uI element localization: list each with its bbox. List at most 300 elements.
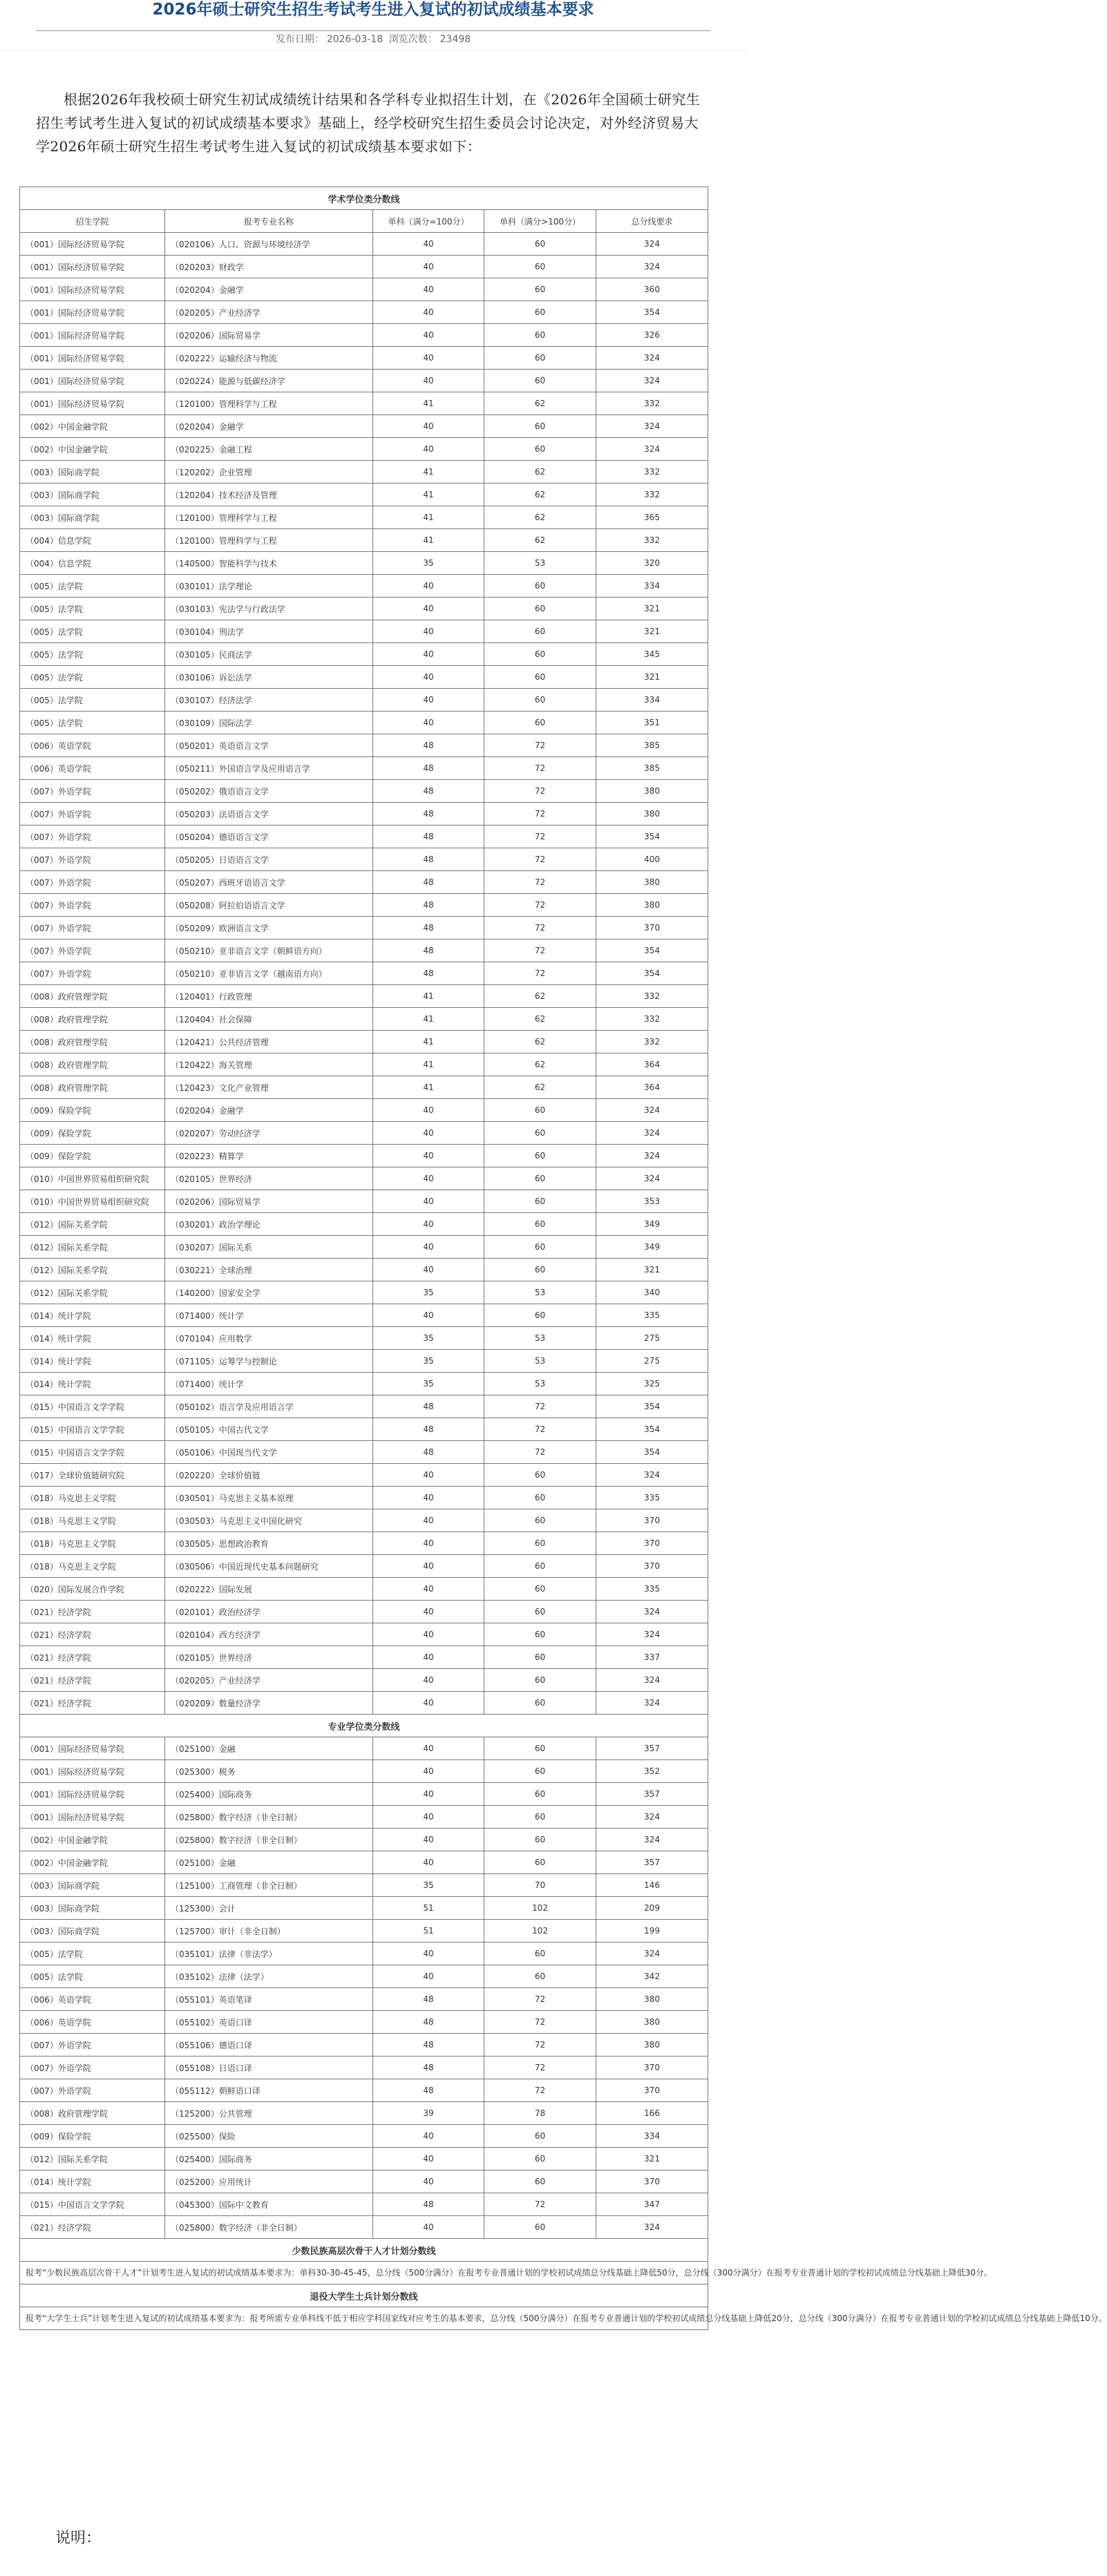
cell-single-100: 48 — [373, 1395, 484, 1418]
cell-major: （120100）管理科学与工程 — [165, 392, 373, 415]
table-row — [20, 438, 708, 461]
table-row — [20, 301, 708, 324]
cell-college: （007）外语学院 — [20, 780, 165, 803]
cell-single-100: 48 — [373, 1418, 484, 1441]
table-row — [20, 962, 708, 985]
table-row — [20, 552, 708, 575]
cell-college: （009）保险学院 — [20, 2125, 165, 2148]
cell-college: （007）外语学院 — [20, 939, 165, 962]
cell-single-over-100: 62 — [484, 1008, 596, 1031]
academic-section-title: 学术学位类分数线 — [20, 187, 708, 210]
cell-single-over-100: 62 — [484, 392, 596, 415]
cell-major: （030501）马克思主义基本原理 — [165, 1487, 373, 1509]
cell-single-over-100: 60 — [484, 1601, 596, 1623]
cell-college: （017）全球价值链研究院 — [20, 1464, 165, 1487]
cell-single-over-100: 60 — [484, 666, 596, 689]
cell-single-over-100: 53 — [484, 1373, 596, 1395]
cell-single-100: 40 — [373, 620, 484, 643]
cell-single-over-100: 72 — [484, 894, 596, 917]
cell-major: （050203）法语语言文学 — [165, 803, 373, 826]
page-title: 2026年硕士研究生招生考试考生进入复试的初试成绩基本要求 — [152, 1, 594, 19]
cell-single-100: 40 — [373, 347, 484, 370]
cell-single-100: 35 — [373, 1373, 484, 1395]
table-row — [20, 894, 708, 917]
cell-single-over-100: 62 — [484, 1076, 596, 1099]
cell-total: 354 — [596, 1418, 708, 1441]
cell-college: （001）国际经济贸易学院 — [20, 1737, 165, 1760]
cell-total: 324 — [596, 256, 708, 278]
cell-college: （007）外语学院 — [20, 2079, 165, 2102]
cell-single-100: 40 — [373, 666, 484, 689]
cell-total: 324 — [596, 1806, 708, 1829]
cell-total: 332 — [596, 461, 708, 484]
cell-single-over-100: 72 — [484, 1988, 596, 2011]
cell-major: （050205）日语语言文学 — [165, 848, 373, 871]
cell-college: （008）政府管理学院 — [20, 985, 165, 1008]
cell-single-over-100: 60 — [484, 301, 596, 324]
cell-college: （003）国际商学院 — [20, 1920, 165, 1943]
cell-total: 321 — [596, 598, 708, 620]
cell-major: （020207）劳动经济学 — [165, 1122, 373, 1145]
table-row — [20, 2170, 708, 2193]
cell-major: （020101）政治经济学 — [165, 1601, 373, 1623]
cell-college: （007）外语学院 — [20, 2034, 165, 2057]
cell-total: 380 — [596, 1988, 708, 2011]
table-row — [20, 1943, 708, 1965]
cell-college: （001）国际经济贸易学院 — [20, 392, 165, 415]
cell-single-over-100: 53 — [484, 552, 596, 575]
cell-single-over-100: 60 — [484, 1783, 596, 1806]
cell-single-over-100: 60 — [484, 1099, 596, 1122]
publish-meta — [0, 32, 746, 47]
cell-major: （050210）亚非语言文学（越南语方向） — [165, 962, 373, 985]
cell-total: 324 — [596, 1464, 708, 1487]
cell-college: （021）经济学院 — [20, 1669, 165, 1692]
cell-single-100: 40 — [373, 643, 484, 666]
cell-single-over-100: 60 — [484, 1943, 596, 1965]
cell-total: 324 — [596, 370, 708, 392]
cell-single-over-100: 60 — [484, 1555, 596, 1578]
cell-total: 332 — [596, 392, 708, 415]
table-row — [20, 529, 708, 552]
cell-college: （020）国际发展合作学院 — [20, 1578, 165, 1601]
cell-single-over-100: 60 — [484, 689, 596, 712]
cell-total: 324 — [596, 1943, 708, 1965]
cell-single-100: 40 — [373, 1532, 484, 1555]
cell-single-100: 40 — [373, 1099, 484, 1122]
cell-single-over-100: 53 — [484, 1281, 596, 1304]
cell-total: 321 — [596, 1259, 708, 1281]
cell-single-100: 40 — [373, 1464, 484, 1487]
soldier-note-row — [20, 2307, 708, 2330]
cell-college: （021）经济学院 — [20, 1646, 165, 1669]
cell-total: 321 — [596, 2148, 708, 2170]
cell-college: （005）法学院 — [20, 598, 165, 620]
cell-single-over-100: 53 — [484, 1350, 596, 1373]
cell-college: （007）外语学院 — [20, 2057, 165, 2079]
cell-single-100: 40 — [373, 1167, 484, 1190]
cell-college: （014）统计学院 — [20, 1373, 165, 1395]
cell-single-over-100: 60 — [484, 347, 596, 370]
cell-major: （050204）德语语言文学 — [165, 826, 373, 848]
cell-single-100: 41 — [373, 484, 484, 506]
cell-single-over-100: 62 — [484, 461, 596, 484]
cell-single-over-100: 72 — [484, 2079, 596, 2102]
cell-single-100: 40 — [373, 233, 484, 256]
table-row — [20, 666, 708, 689]
cell-college: （005）法学院 — [20, 712, 165, 734]
cell-major: （055106）德语口译 — [165, 2034, 373, 2057]
cell-major: （050207）西班牙语语言文学 — [165, 871, 373, 894]
cell-total: 324 — [596, 1829, 708, 1851]
professional-section-title: 专业学位类分数线 — [20, 1715, 708, 1737]
table-row — [20, 575, 708, 598]
cell-single-over-100: 60 — [484, 1737, 596, 1760]
cell-major: （030201）政治学理论 — [165, 1213, 373, 1236]
cell-major: （071400）统计学 — [165, 1304, 373, 1327]
cell-total: 370 — [596, 917, 708, 939]
cell-single-over-100: 72 — [484, 2193, 596, 2216]
cell-total: 324 — [596, 347, 708, 370]
cell-major: （071105）运筹学与控制论 — [165, 1350, 373, 1373]
table-row — [20, 2011, 708, 2034]
cell-single-100: 48 — [373, 2193, 484, 2216]
cell-single-over-100: 60 — [484, 233, 596, 256]
cell-college: （008）政府管理学院 — [20, 1008, 165, 1031]
table-row — [20, 2193, 708, 2216]
cell-single-100: 41 — [373, 1031, 484, 1053]
cell-major: （030503）马克思主义中国化研究 — [165, 1509, 373, 1532]
cell-total: 380 — [596, 780, 708, 803]
cell-single-over-100: 72 — [484, 2057, 596, 2079]
cell-college: （001）国际经济贸易学院 — [20, 347, 165, 370]
table-row — [20, 461, 708, 484]
cell-single-over-100: 62 — [484, 529, 596, 552]
table-row — [20, 1053, 708, 1076]
cell-single-over-100: 62 — [484, 484, 596, 506]
cell-college: （003）国际商学院 — [20, 506, 165, 529]
cell-single-100: 48 — [373, 2057, 484, 2079]
cell-total: 335 — [596, 1578, 708, 1601]
cell-total: 354 — [596, 1441, 708, 1464]
cell-major: （025100）金融 — [165, 1737, 373, 1760]
cell-single-over-100: 60 — [484, 1145, 596, 1167]
cell-major: （035101）法律（非法学） — [165, 1943, 373, 1965]
cell-college: （018）马克思主义学院 — [20, 1532, 165, 1555]
table-row — [20, 415, 708, 438]
cell-single-100: 48 — [373, 2034, 484, 2057]
table-row — [20, 1737, 708, 1760]
cell-single-over-100: 60 — [484, 1623, 596, 1646]
cell-college: （005）法学院 — [20, 666, 165, 689]
cell-major: （020224）能源与低碳经济学 — [165, 370, 373, 392]
cell-major: （120423）文化产业管理 — [165, 1076, 373, 1099]
cell-total: 345 — [596, 643, 708, 666]
cell-college: （018）马克思主义学院 — [20, 1487, 165, 1509]
cell-single-100: 40 — [373, 1965, 484, 1988]
cell-single-over-100: 60 — [484, 712, 596, 734]
cell-major: （020222）运输经济与物流 — [165, 347, 373, 370]
cell-college: （005）法学院 — [20, 643, 165, 666]
cell-college: （007）外语学院 — [20, 848, 165, 871]
cell-major: （050202）俄语语言文学 — [165, 780, 373, 803]
cell-major: （030109）国际法学 — [165, 712, 373, 734]
cell-total: 349 — [596, 1213, 708, 1236]
cell-single-over-100: 60 — [484, 2170, 596, 2193]
cell-single-100: 40 — [373, 1669, 484, 1692]
cell-college: （006）英语学院 — [20, 2011, 165, 2034]
cell-total: 324 — [596, 1122, 708, 1145]
cell-college: （005）法学院 — [20, 689, 165, 712]
table-row — [20, 1692, 708, 1715]
table-row — [20, 1601, 708, 1623]
cell-college: （008）政府管理学院 — [20, 1031, 165, 1053]
table-row — [20, 1760, 708, 1783]
cell-single-100: 51 — [373, 1897, 484, 1920]
cell-college: （015）中国语言文学学院 — [20, 1418, 165, 1441]
cell-total: 357 — [596, 1783, 708, 1806]
cell-single-over-100: 53 — [484, 1327, 596, 1350]
cell-major: （025500）保险 — [165, 2125, 373, 2148]
table-row — [20, 1418, 708, 1441]
score-table — [19, 187, 1107, 2330]
cell-major: （020105）世界经济 — [165, 1646, 373, 1669]
cell-college: （007）外语学院 — [20, 917, 165, 939]
soldier-section-header — [20, 2284, 708, 2307]
cell-single-over-100: 72 — [484, 734, 596, 757]
cell-college: （001）国际经济贸易学院 — [20, 370, 165, 392]
cell-major: （050201）英语语言文学 — [165, 734, 373, 757]
cell-college: （001）国际经济贸易学院 — [20, 278, 165, 301]
table-row — [20, 1031, 708, 1053]
cell-single-100: 40 — [373, 1760, 484, 1783]
table-row — [20, 2216, 708, 2239]
cell-total: 166 — [596, 2102, 708, 2125]
cell-college: （002）中国金融学院 — [20, 1851, 165, 1874]
cell-total: 335 — [596, 1304, 708, 1327]
cell-college: （002）中国金融学院 — [20, 1829, 165, 1851]
title-divider — [36, 30, 710, 31]
cell-total: 380 — [596, 894, 708, 917]
cell-major: （140500）智能科学与技术 — [165, 552, 373, 575]
table-row — [20, 1076, 708, 1099]
table-row — [20, 484, 708, 506]
cell-total: 385 — [596, 734, 708, 757]
cell-major: （030104）刑法学 — [165, 620, 373, 643]
cell-college: （014）统计学院 — [20, 1350, 165, 1373]
table-row — [20, 506, 708, 529]
cell-single-100: 39 — [373, 2102, 484, 2125]
cell-total: 199 — [596, 1920, 708, 1943]
cell-single-over-100: 62 — [484, 985, 596, 1008]
minority-note-text: 报考“少数民族高层次骨干人才”计划考生进入复试的初试成绩基本要求为：单科30-30-45-45，总分线（500分满分）在报考专业普通计划的学校初试成绩总分线基础上降低50分，总分线（300分满分）在报考专业普通计划的学校初试成绩总分线基础上降低30分。 — [20, 2262, 708, 2284]
table-row — [20, 1464, 708, 1487]
cell-single-over-100: 102 — [484, 1897, 596, 1920]
cell-single-over-100: 72 — [484, 939, 596, 962]
cell-single-100: 40 — [373, 575, 484, 598]
table-row — [20, 1851, 708, 1874]
cell-single-over-100: 60 — [484, 1829, 596, 1851]
table-row — [20, 620, 708, 643]
table-row — [20, 1988, 708, 2011]
cell-single-100: 40 — [373, 1783, 484, 1806]
table-row — [20, 1920, 708, 1943]
cell-single-100: 40 — [373, 1145, 484, 1167]
cell-total: 380 — [596, 871, 708, 894]
cell-major: （020104）西方经济学 — [165, 1623, 373, 1646]
cell-single-over-100: 60 — [484, 1578, 596, 1601]
cell-single-100: 48 — [373, 826, 484, 848]
cell-major: （020204）金融学 — [165, 278, 373, 301]
cell-single-100: 40 — [373, 2216, 484, 2239]
table-row — [20, 1327, 708, 1350]
soldier-section-title: 退役大学生士兵计划分数线 — [20, 2284, 708, 2307]
cell-major: （030506）中国近现代史基本问题研究 — [165, 1555, 373, 1578]
cell-total: 357 — [596, 1737, 708, 1760]
cell-major: （030106）诉讼法学 — [165, 666, 373, 689]
cell-total: 325 — [596, 1373, 708, 1395]
cell-major: （030105）民商法学 — [165, 643, 373, 666]
cell-single-over-100: 60 — [484, 2125, 596, 2148]
cell-college: （008）政府管理学院 — [20, 2102, 165, 2125]
cell-single-over-100: 72 — [484, 917, 596, 939]
cell-single-100: 35 — [373, 1350, 484, 1373]
cell-major: （045300）国际中文教育 — [165, 2193, 373, 2216]
table-row — [20, 985, 708, 1008]
cell-major: （125300）会计 — [165, 1897, 373, 1920]
cell-major: （025800）数字经济（非全日制） — [165, 2216, 373, 2239]
cell-college: （009）保险学院 — [20, 1145, 165, 1167]
cell-total: 364 — [596, 1076, 708, 1099]
soldier-note-text: 报考“大学生士兵”计划考生进入复试的初试成绩基本要求为：报考所需专业单科线不低于相应学科国家线对应考生的基本要求，总分线（500分满分）在报考专业普通计划的学校初试成绩总分线基础上降低20分，总分线（300分满分）在报考专业普通计划的学校初试成绩总分线基础上降低10分。 — [20, 2307, 708, 2330]
table-row — [20, 917, 708, 939]
cell-major: （025400）国际商务 — [165, 1783, 373, 1806]
cell-major: （020220）全球价值链 — [165, 1464, 373, 1487]
cell-college: （015）中国语言文学学院 — [20, 2193, 165, 2216]
table-row — [20, 347, 708, 370]
cell-single-100: 40 — [373, 1851, 484, 1874]
cell-total: 326 — [596, 324, 708, 347]
cell-single-100: 48 — [373, 1988, 484, 2011]
notes-label: 说明： — [55, 2530, 102, 2547]
cell-major: （025800）数字经济（非全日制） — [165, 1806, 373, 1829]
table-row — [20, 1350, 708, 1373]
cell-major: （120401）行政管理 — [165, 985, 373, 1008]
cell-total: 324 — [596, 1623, 708, 1646]
cell-single-over-100: 60 — [484, 1167, 596, 1190]
cell-college: （006）英语学院 — [20, 757, 165, 780]
cell-college: （003）国际商学院 — [20, 461, 165, 484]
cell-total: 324 — [596, 1692, 708, 1715]
cell-college: （012）国际关系学院 — [20, 1281, 165, 1304]
cell-single-over-100: 60 — [484, 256, 596, 278]
cell-single-100: 40 — [373, 1578, 484, 1601]
cell-single-over-100: 60 — [484, 1236, 596, 1259]
cell-total: 351 — [596, 712, 708, 734]
cell-major: （025800）数字经济（非全日制） — [165, 1829, 373, 1851]
cell-major: （025300）税务 — [165, 1760, 373, 1783]
cell-single-over-100: 60 — [484, 2216, 596, 2239]
cell-single-over-100: 60 — [484, 1646, 596, 1669]
cell-total: 324 — [596, 1167, 708, 1190]
cell-major: （020204）金融学 — [165, 1099, 373, 1122]
table-row — [20, 848, 708, 871]
cell-major: （020209）数量经济学 — [165, 1692, 373, 1715]
minority-note-row — [20, 2262, 708, 2284]
cell-college: （014）统计学院 — [20, 2170, 165, 2193]
cell-college: （014）统计学院 — [20, 1304, 165, 1327]
cell-single-100: 40 — [373, 370, 484, 392]
cell-major: （071400）统计学 — [165, 1373, 373, 1395]
cell-single-over-100: 70 — [484, 1874, 596, 1897]
table-row — [20, 2034, 708, 2057]
cell-major: （030101）法学理论 — [165, 575, 373, 598]
cell-single-over-100: 72 — [484, 757, 596, 780]
cell-single-100: 40 — [373, 1213, 484, 1236]
cell-total: 365 — [596, 506, 708, 529]
table-row — [20, 1897, 708, 1920]
cell-major: （030505）思想政治教育 — [165, 1532, 373, 1555]
cell-total: 380 — [596, 2011, 708, 2034]
cell-college: （007）外语学院 — [20, 803, 165, 826]
cell-college: （021）经济学院 — [20, 1623, 165, 1646]
cell-college: （010）中国世界贸易组织研究院 — [20, 1190, 165, 1213]
cell-single-over-100: 60 — [484, 1509, 596, 1532]
cell-total: 332 — [596, 484, 708, 506]
cell-single-over-100: 60 — [484, 1965, 596, 1988]
cell-total: 146 — [596, 1874, 708, 1897]
table-row — [20, 1259, 708, 1281]
cell-college: （002）中国金融学院 — [20, 415, 165, 438]
cell-single-100: 48 — [373, 2011, 484, 2034]
cell-single-100: 41 — [373, 461, 484, 484]
cell-college: （018）马克思主义学院 — [20, 1555, 165, 1578]
cell-total: 324 — [596, 1145, 708, 1167]
cell-total: 354 — [596, 1395, 708, 1418]
cell-single-100: 40 — [373, 2170, 484, 2193]
cell-single-over-100: 60 — [484, 438, 596, 461]
cell-single-over-100: 72 — [484, 2034, 596, 2057]
cell-college: （005）法学院 — [20, 1965, 165, 1988]
cell-major: （030107）经济法学 — [165, 689, 373, 712]
cell-total: 400 — [596, 848, 708, 871]
cell-single-100: 40 — [373, 301, 484, 324]
cell-major: （050211）外国语言学及应用语言学 — [165, 757, 373, 780]
cell-single-100: 40 — [373, 278, 484, 301]
cell-single-100: 40 — [373, 712, 484, 734]
cell-major: （020206）国际贸易学 — [165, 324, 373, 347]
cell-total: 332 — [596, 1031, 708, 1053]
cell-single-100: 35 — [373, 1281, 484, 1304]
cell-college: （001）国际经济贸易学院 — [20, 1760, 165, 1783]
table-row — [20, 734, 708, 757]
table-row — [20, 1213, 708, 1236]
cell-college: （002）中国金融学院 — [20, 438, 165, 461]
cell-total: 352 — [596, 1760, 708, 1783]
table-row — [20, 324, 708, 347]
cell-single-over-100: 78 — [484, 2102, 596, 2125]
col-major: 报考专业名称 — [165, 210, 373, 233]
cell-total: 324 — [596, 415, 708, 438]
cell-college: （007）外语学院 — [20, 962, 165, 985]
cell-major: （020223）精算学 — [165, 1145, 373, 1167]
cell-college: （001）国际经济贸易学院 — [20, 324, 165, 347]
column-header-row — [20, 210, 708, 233]
cell-single-over-100: 60 — [484, 575, 596, 598]
cell-total: 320 — [596, 552, 708, 575]
cell-total: 347 — [596, 2193, 708, 2216]
cell-single-over-100: 60 — [484, 1122, 596, 1145]
